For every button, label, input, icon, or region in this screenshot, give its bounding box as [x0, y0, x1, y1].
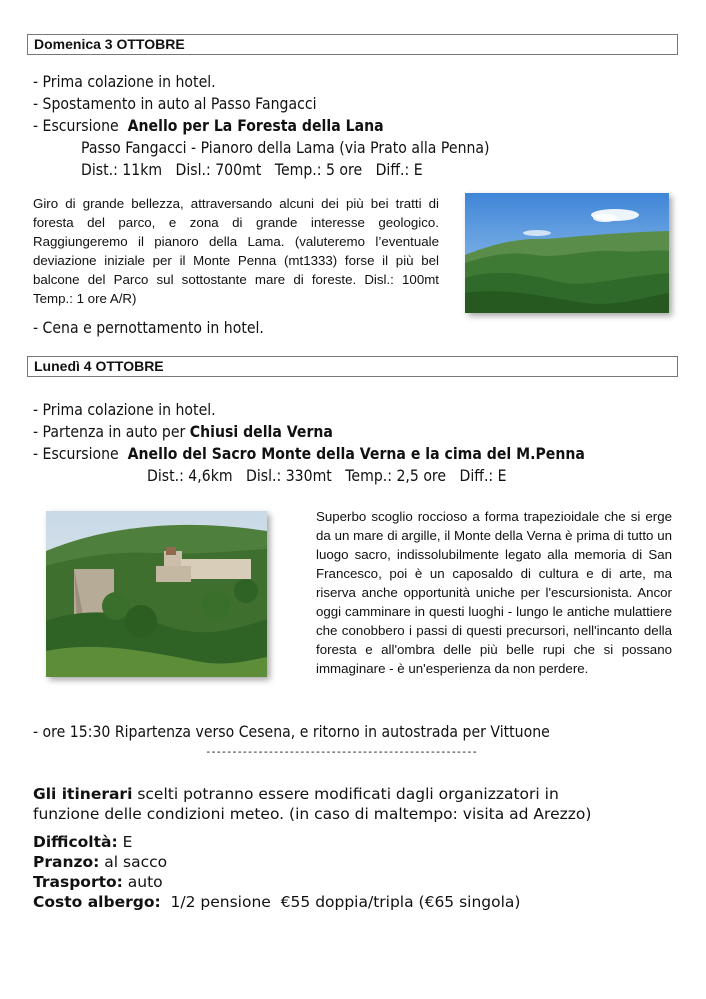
- detail-difficolta-value: E: [117, 833, 133, 851]
- day1-stats: Dist.: 11km Disl.: 700mt Temp.: 5 ore Diff.: E: [81, 160, 423, 179]
- detail-trasporto-value: auto: [122, 873, 163, 891]
- day2-excursion-name: Anello del Sacro Monte della Verna e la cima del M.Penna: [127, 444, 585, 463]
- day2-item-3: [33, 444, 585, 464]
- day2-item-1-text: - Prima colazione in hotel.: [33, 400, 216, 419]
- day2-item-1: [33, 400, 216, 420]
- la-verna-sanctuary-photo: [46, 511, 267, 677]
- detail-difficolta-label: Difficoltà:: [33, 833, 118, 851]
- day1-item-2-text: - Spostamento in auto al Passo Fangacci: [33, 94, 317, 113]
- divider: ----------------------------------------------------: [205, 745, 477, 758]
- detail-costo: [33, 892, 520, 912]
- day2-stats: Dist.: 4,6km Disl.: 330mt Temp.: 2,5 ore Diff.: E: [147, 466, 507, 485]
- day1-item-1-text: - Prima colazione in hotel.: [33, 72, 216, 91]
- detail-difficolta: [33, 832, 132, 852]
- detail-pranzo-label: Pranzo:: [33, 853, 100, 871]
- itinerari-text: scelti potranno essere modificati dagli organizzatori in: [132, 785, 559, 803]
- day1-dinner: - Cena e pernottamento in hotel.: [33, 318, 264, 337]
- day2-return: - ore 15:30 Ripartenza verso Cesena, e ritorno in autostrada per Vittuone: [33, 722, 550, 741]
- detail-pranzo-value: al sacco: [99, 853, 168, 871]
- day1-description: Giro di grande bellezza, attraversando alcuni dei più bei tratti di foresta del parco, e zona di grande interesse geologico. Raggiungeremo il pianoro della Lama. (valuteremo l’eventuale deviazione iniziale per il Monte Penna (mt1333) forse il più bel balcone del Parco sul sottostante mare di foreste. Disl.: 100mt Temp.: 1 ore A/R): [33, 196, 439, 306]
- itinerari-label: Gli itinerari: [33, 785, 133, 803]
- mountain-landscape-photo: [465, 193, 669, 313]
- day1-item-1: [33, 72, 216, 92]
- itinerari-note-line2: funzione delle condizioni meteo. (in caso di maltempo: visita ad Arezzo): [33, 805, 592, 823]
- day1-header: Domenica 3 OTTOBRE: [27, 34, 678, 55]
- day2-item-3-text: - Escursione: [33, 444, 128, 463]
- day2-item-2-text: - Partenza in auto per: [33, 422, 190, 441]
- day2-item-2: [33, 422, 333, 442]
- detail-costo-label: Costo albergo:: [33, 893, 161, 911]
- detail-costo-value: 1/2 pensione €55 doppia/tripla (€65 singola): [160, 893, 521, 911]
- detail-pranzo: [33, 852, 167, 872]
- detail-trasporto-label: Trasporto:: [33, 873, 123, 891]
- day1-item-3-text: - Escursione: [33, 116, 128, 135]
- day2-header: Lunedì 4 OTTOBRE: [27, 356, 678, 377]
- day2-destination: Chiusi della Verna: [189, 422, 333, 441]
- day1-item-2: [33, 94, 316, 114]
- day1-item-3: [33, 116, 384, 136]
- detail-trasporto: [33, 872, 163, 892]
- day1-route: Passo Fangacci - Pianoro della Lama (via Prato alla Penna): [81, 138, 490, 157]
- day2-description: Superbo scoglio roccioso a forma trapezioidale che si erge da un mare di argille, il Monte della Verna è prima di tutto un luogo sacro, indissolubilmente legato alla memoria di San Francesco, poi è un caposaldo di cultura e di arte, ma riserva anche opportunità uniche per l'escursionista. Ancor oggi camminare in questi luoghi - lungo le antiche mulattiere che conobbero i passi di questi precursori, nell'incanto della foresta e all'ombra delle più belle rupi che si possano immaginare - è un'esperienza da non perdere.: [316, 509, 672, 676]
- itinerari-note-line1: [33, 784, 559, 804]
- day1-excursion-name: Anello per La Foresta della Lana: [127, 116, 384, 135]
